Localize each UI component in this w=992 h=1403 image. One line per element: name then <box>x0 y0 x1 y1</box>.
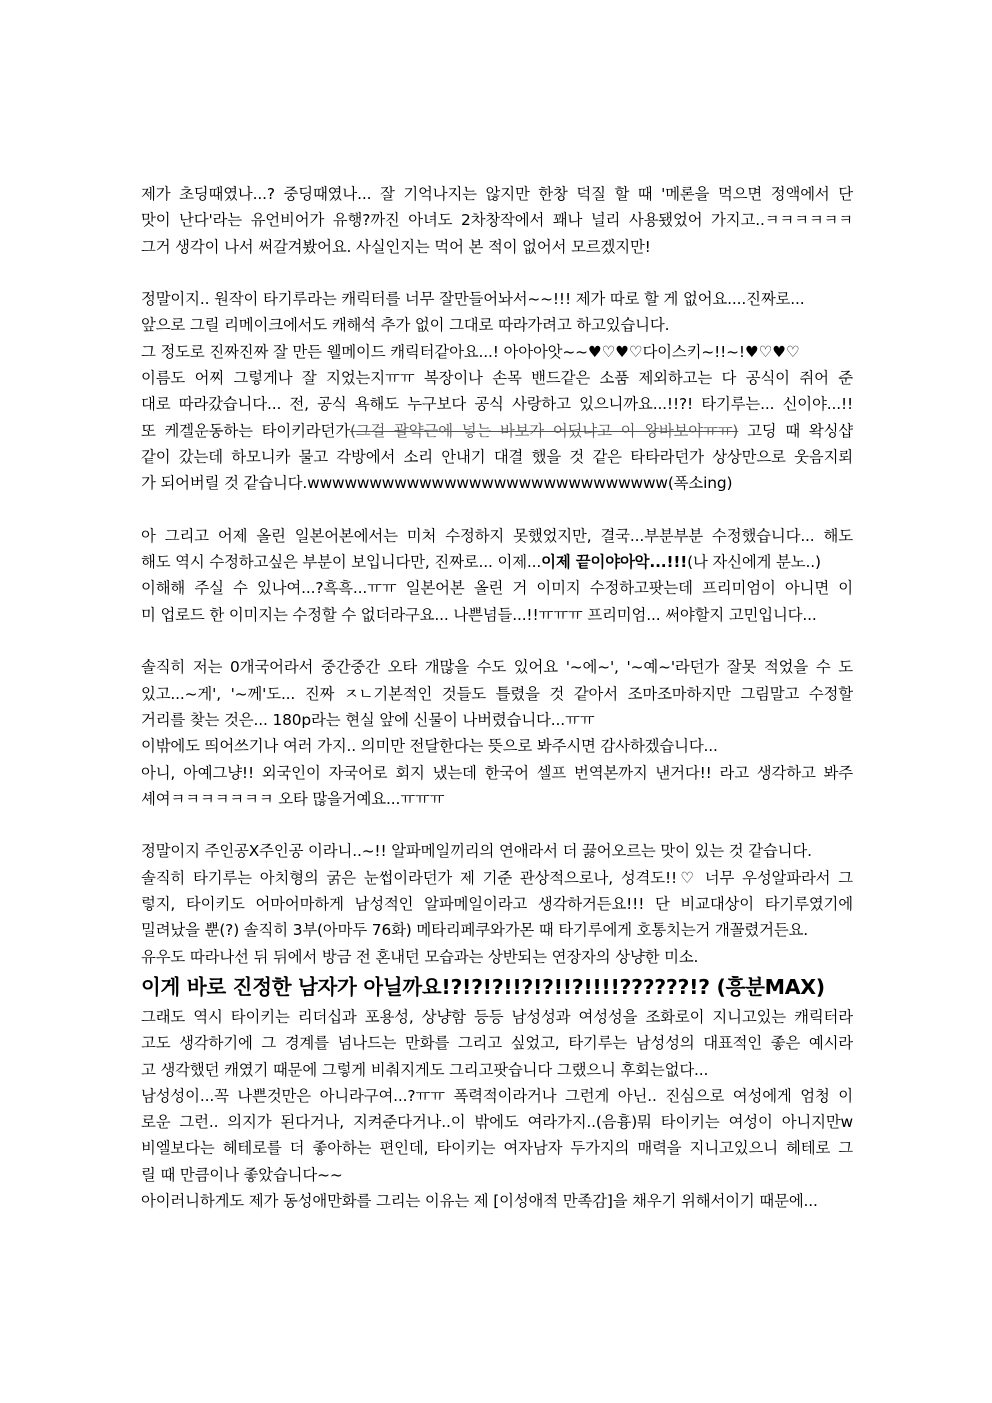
text-line: 고도 생각하기에 그 경계를 넘나드는 만화를 그리고 싶었고, 타기루는 남성성의 대표적인 좋은 예시라 <box>141 1034 853 1053</box>
text-line: 아 그리고 어제 올린 일본어본에서는 미처 수정하지 못했었지만, 결국...부분부분 수정했습니다... 해도 <box>141 526 853 545</box>
text-line: 맛이 난다'라는 유언비어가 유행?까진 아녀도 2차창작에서 꽤나 널리 사용됐었어 가지고..ㅋㅋㅋㅋㅋㅋ <box>141 211 853 230</box>
text-line: 정말이지.. 원작이 타기루라는 캐릭터를 너무 잘만들어놔서~~!!! 제가 따로 할 게 없어요....진짜로... <box>141 290 805 309</box>
text-line: 밀려났을 뿐(?) 솔직히 3부(아마두 76화) 메타리페쿠와가몬 때 타기루에게 호통치는거 개꼴렸거든요. <box>141 921 809 940</box>
text-line: 그래도 역시 타이키는 리더십과 포용성, 상냥함 등등 남성성과 여성성을 조화로이 지니고있는 캐릭터라 <box>141 1007 853 1026</box>
bold-text: 이제 끝이야아악...!!! <box>541 553 688 572</box>
emphasis-heading: 이게 바로 진정한 남자가 아닐까요!?!?!?!!?!?!!?!!!!??????!? (흥분MAX) <box>141 974 825 999</box>
text-span: 고딩 때 왁싱샵 <box>738 421 854 440</box>
text-line: 솔직히 저는 0개국어라서 중간중간 오타 개많을 수도 있어요 '~에~', '~예~'라던가 잘못 적었을 수 도 <box>141 658 853 677</box>
text-span: 또 케겔운동하는 타이키라던가 <box>141 421 350 440</box>
text-line: 고 생각했던 캐였기 때문에 그렇게 비춰지게도 그리고팟습니다 그랬으니 후회는없다... <box>141 1060 709 1079</box>
text-line: 아니, 아예그냥!! 외국인이 자국어로 회지 냈는데 한국어 셀프 번역본까지 낸거다!! 라고 생각하고 봐주 <box>141 763 853 782</box>
text-line: 앞으로 그릴 리메이크에서도 캐해석 추가 없이 그대로 따라가려고 하고있습니다. <box>141 316 670 335</box>
text-line: 가 되어버릴 것 같습니다.wwwwwwwwwwwwwwwwwwwwwwwwwwwww(폭소ing) <box>141 474 733 493</box>
paragraph-1 <box>141 181 853 260</box>
paragraph-3 <box>141 523 853 628</box>
document-page <box>141 181 853 1214</box>
text-line: 정말이지 주인공X주인공 이라니..~!! 알파메일끼리의 연애라서 더 끓어오르는 맛이 있는 것 같습니다. <box>141 842 812 861</box>
text-line: 릴 때 만큼이나 좋았습니다~~ <box>141 1165 343 1184</box>
text-line: 솔직히 타기루는 아치형의 굵은 눈썹이라던가 제 기준 관상적으로나, 성격도!!♡ 너무 우성알파라서 그 <box>141 868 853 887</box>
paragraph-5 <box>141 838 853 1214</box>
text-span: 해도 역시 수정하고싶은 부분이 보입니다만, 진짜로... 이제... <box>141 553 542 572</box>
text-line: 남성성이...꼭 나쁜것만은 아니라구여...?ㅠㅠ 폭력적이라거나 그런게 아닌.. 진심으로 여성에게 엄청 이 <box>141 1086 853 1105</box>
text-line: 있고...~게', '~께'도... 진짜 ㅈㄴ기본적인 것들도 틀렸을 것 같아서 조마조마하지만 그림말고 수정할 <box>141 684 853 703</box>
text-line: 셰여ㅋㅋㅋㅋㅋㅋㅋ 오타 많을거예요...ㅠㅠㅠ <box>141 789 445 808</box>
text-line: 제가 초딩때였나...? 중딩때였나... 잘 기억나지는 않지만 한창 덕질 할 때 '메론을 먹으면 정액에서 단 <box>141 185 853 203</box>
text-line: 렇지, 타이키도 어마어마하게 남성적인 알파메일이라고 생각하거든요!!! 단 비교대상이 타기루였기에 <box>141 895 853 914</box>
bold-emphasis-line <box>141 549 853 575</box>
text-line: 아이러니하게도 제가 동성애만화를 그리는 이유는 제 [이성애적 만족감]을 채우기 위해서이기 때문에... <box>141 1191 818 1210</box>
strikethrough-line <box>141 418 853 444</box>
struck-text: (그걸 괄약근에 넣는 바보가 어딨냐고 이 왕바보야ㅠㅠ) <box>349 421 739 440</box>
text-line: 그거 생각이 나서 써갈겨봤어요. 사실인지는 먹어 본 적이 없어서 모르겠지만! <box>141 237 651 256</box>
text-line: 유우도 따라나선 뒤 뒤에서 방금 전 혼내던 모습과는 상반되는 연장자의 상냥한 미소. <box>141 947 699 966</box>
text-line: 같이 갔는데 하모니카 물고 각방에서 소리 안내기 대결 했을 것 같은 타타라던가 상상만으로 웃음지뢰 <box>141 447 853 466</box>
text-line: 로운 그런.. 의지가 된다거나, 지켜준다거나..이 밖에도 여라가지..(음흉)뭐 타이키는 여성이 아니지만w <box>141 1113 853 1132</box>
text-line: 이해해 주실 수 있나여...?흑흑...ㅠㅠ 일본어본 올린 거 이미지 수정하고팟는데 프리미엄이 아니면 이 <box>141 579 853 598</box>
text-span: (나 자신에게 분노..) <box>687 553 821 572</box>
text-line: 미 업로드 한 이미지는 수정할 수 없더라구요... 나쁜넘들...!!ㅠㅠㅠ 프리미엄... 써야할지 고민입니다... <box>141 605 817 624</box>
text-line: 이밖에도 띄어쓰기나 여러 가지.. 의미만 전달한다는 뜻으로 봐주시면 감사하겠습니다... <box>141 737 718 756</box>
paragraph-4 <box>141 654 853 812</box>
text-line: 대로 따라갔습니다... 전, 공식 욕해도 누구보다 공식 사랑하고 있으니까요...!!?! 타기루는... 신이야...!! <box>141 395 853 414</box>
text-line: 거리를 찾는 것은... 180p라는 현실 앞에 신물이 나버렸습니다...ㅠㅠ <box>141 710 595 729</box>
text-line: 그 정도로 진짜진짜 잘 만든 웰메이드 캐릭터같아요...! 아아아앗~~♥♡♥♡다이스키~!!~!♥♡♥♡ <box>141 342 800 361</box>
paragraph-2 <box>141 286 853 496</box>
text-line: 비엘보다는 헤테로를 더 좋아하는 편인데, 타이키는 여자남자 두가지의 매력을 지니고있으니 헤테로 그 <box>141 1139 853 1158</box>
text-line: 이름도 어찌 그렇게나 잘 지었는지ㅠㅠ 복장이나 손목 밴드같은 소품 제외하고는 다 공식이 쥐어 준 <box>141 369 853 388</box>
